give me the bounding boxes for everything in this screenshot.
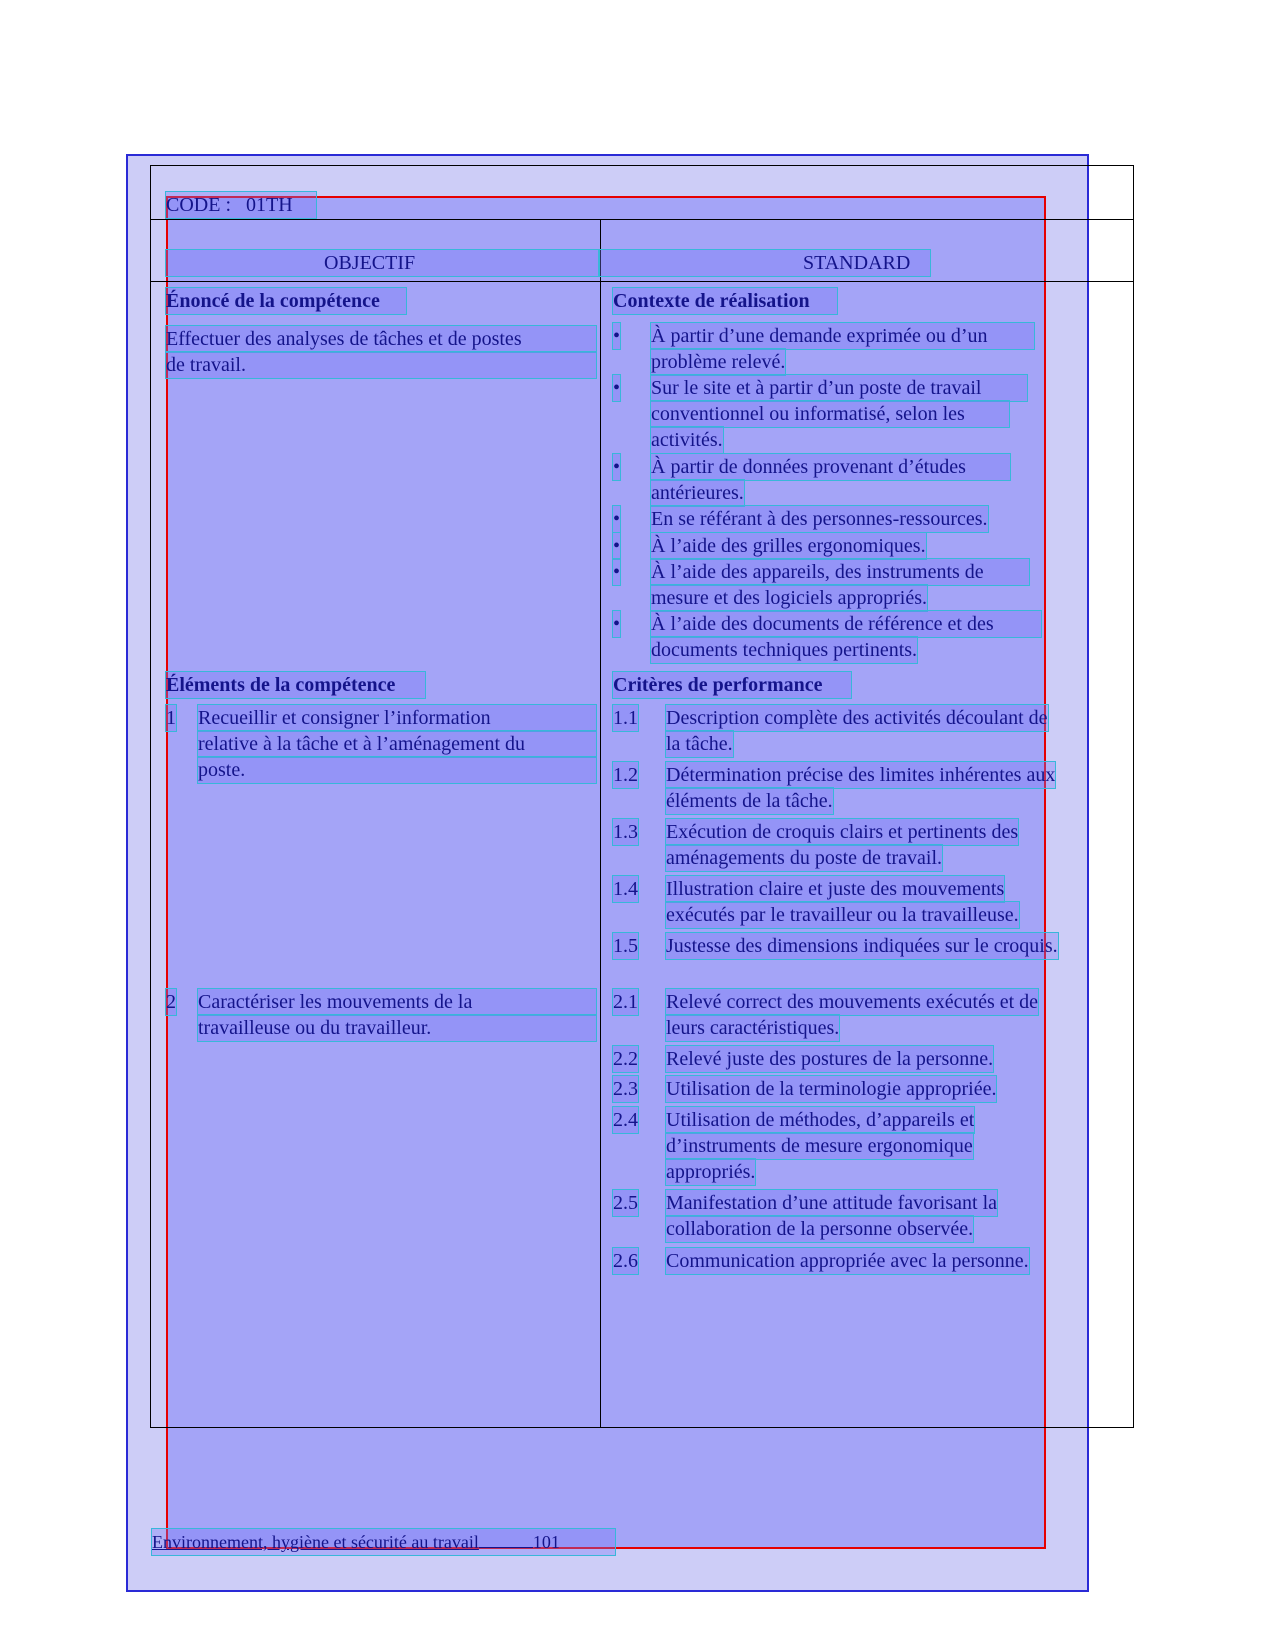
element-1-line-3: poste. (198, 757, 596, 783)
critere-2-5-line-2: collaboration de la personne observée. (666, 1218, 974, 1240)
column-header-objectif: OBJECTIF (166, 250, 598, 276)
critere-1-5-num: 1.5 (613, 935, 638, 957)
bullet-5: • (613, 535, 621, 557)
bullet-1: • (613, 325, 621, 347)
critere-1-2-line-2: éléments de la tâche. (666, 790, 833, 812)
contexte-item-3-line-1: À partir de données provenant d’études (651, 454, 1010, 480)
contexte-item-7-line-2: documents techniques pertinents. (651, 639, 918, 661)
critere-2-1-num: 2.1 (613, 991, 638, 1013)
element-1-line-2: relative à la tâche et à l’aménagement du (198, 731, 596, 757)
contexte-item-6-line-2: mesure et des logiciels appropriés. (651, 587, 928, 609)
bullet-2: • (613, 377, 621, 399)
critere-2-1-line-1: Relevé correct des mouvements exécutés et de (666, 991, 1039, 1013)
element-2-line-2: travailleuse ou du travailleur. (198, 1015, 596, 1041)
element-2-num: 2 (166, 991, 176, 1013)
bullet-4: • (613, 508, 621, 530)
critere-2-4-line-3: appropriés. (666, 1161, 756, 1183)
critere-2-4-num: 2.4 (613, 1109, 638, 1131)
contexte-item-4-line-1: En se référant à des personnes-ressources. (651, 508, 988, 530)
critere-2-4-line-2: d’instruments de mesure ergonomique (666, 1135, 973, 1157)
critere-1-5-line-1: Justesse des dimensions indiquées sur le croquis. (666, 935, 1058, 957)
critere-1-1-line-2: la tâche. (666, 733, 733, 755)
header-divider (150, 219, 1134, 220)
critere-2-6-num: 2.6 (613, 1250, 638, 1272)
column-header-divider (150, 281, 1134, 282)
bullet-3: • (613, 456, 621, 478)
critere-1-2-line-1: Détermination précise des limites inhérentes aux (666, 764, 1056, 786)
enonce-line-1: Effectuer des analyses de tâches et de postes (166, 326, 596, 352)
footer-text: Environnement, hygiène et sécurité au travail (152, 1532, 479, 1552)
critere-2-4-line-1: Utilisation de méthodes, d’appareils et (666, 1109, 975, 1131)
element-1-num: 1 (166, 707, 176, 729)
element-2-line-1: Caractériser les mouvements de la (198, 989, 596, 1015)
critere-2-2-line-1: Relevé juste des postures de la personne. (666, 1048, 994, 1070)
column-divider (600, 219, 601, 1428)
critere-1-2-num: 1.2 (613, 764, 638, 786)
contexte-item-2-line-3: activités. (651, 429, 723, 451)
critere-2-5-num: 2.5 (613, 1192, 638, 1214)
critere-2-1-line-2: leurs caractéristiques. (666, 1017, 840, 1039)
contexte-item-6-line-1: À l’aide des appareils, des instruments de (651, 559, 1029, 585)
column-header-standard: STANDARD (600, 250, 930, 276)
enonce-heading: Énoncé de la compétence (166, 288, 406, 314)
footer-gap (479, 1547, 533, 1548)
critere-1-4-line-2: exécutés par le travailleur ou la travailleuse. (666, 904, 1019, 926)
contexte-heading: Contexte de réalisation (613, 288, 837, 314)
enonce-line-2: de travail. (166, 352, 596, 378)
page-footer (152, 1529, 615, 1555)
critere-2-3-num: 2.3 (613, 1078, 638, 1100)
critere-2-2-num: 2.2 (613, 1048, 638, 1070)
criteres-heading: Critères de performance (613, 672, 851, 698)
contexte-item-1-line-2: problème relevé. (651, 351, 786, 373)
critere-1-4-num: 1.4 (613, 878, 638, 900)
code-line: CODE : 01TH (166, 192, 316, 218)
critere-2-3-line-1: Utilisation de la terminologie appropriée. (666, 1078, 997, 1100)
critere-1-4-line-1: Illustration claire et juste des mouvements (666, 878, 1005, 900)
critere-1-3-line-1: Exécution de croquis clairs et pertinents des (666, 821, 1019, 843)
contexte-item-2-line-1: Sur le site et à partir d’un poste de travail (651, 375, 1027, 401)
contexte-item-1-line-1: À partir d’une demande exprimée ou d’un (651, 323, 1034, 349)
critere-1-3-num: 1.3 (613, 821, 638, 843)
element-1-line-1: Recueillir et consigner l’information (198, 705, 596, 731)
bullet-7: • (613, 613, 621, 635)
critere-2-6-line-1: Communication appropriée avec la personne. (666, 1250, 1029, 1272)
elements-heading: Éléments de la compétence (166, 672, 425, 698)
footer-page-number: 101 (532, 1532, 560, 1552)
bullet-6: • (613, 561, 621, 583)
contexte-item-3-line-2: antérieures. (651, 482, 744, 504)
contexte-item-5-line-1: À l’aide des grilles ergonomiques. (651, 535, 926, 557)
critere-1-3-line-2: aménagements du poste de travail. (666, 847, 943, 869)
critere-2-5-line-1: Manifestation d’une attitude favorisant la (666, 1192, 998, 1214)
critere-1-1-line-1: Description complète des activités découlant de (666, 707, 1048, 729)
contexte-item-7-line-1: À l’aide des documents de référence et des (651, 611, 1041, 637)
critere-1-1-num: 1.1 (613, 707, 638, 729)
contexte-item-2-line-2: conventionnel ou informatisé, selon les (651, 401, 1009, 427)
